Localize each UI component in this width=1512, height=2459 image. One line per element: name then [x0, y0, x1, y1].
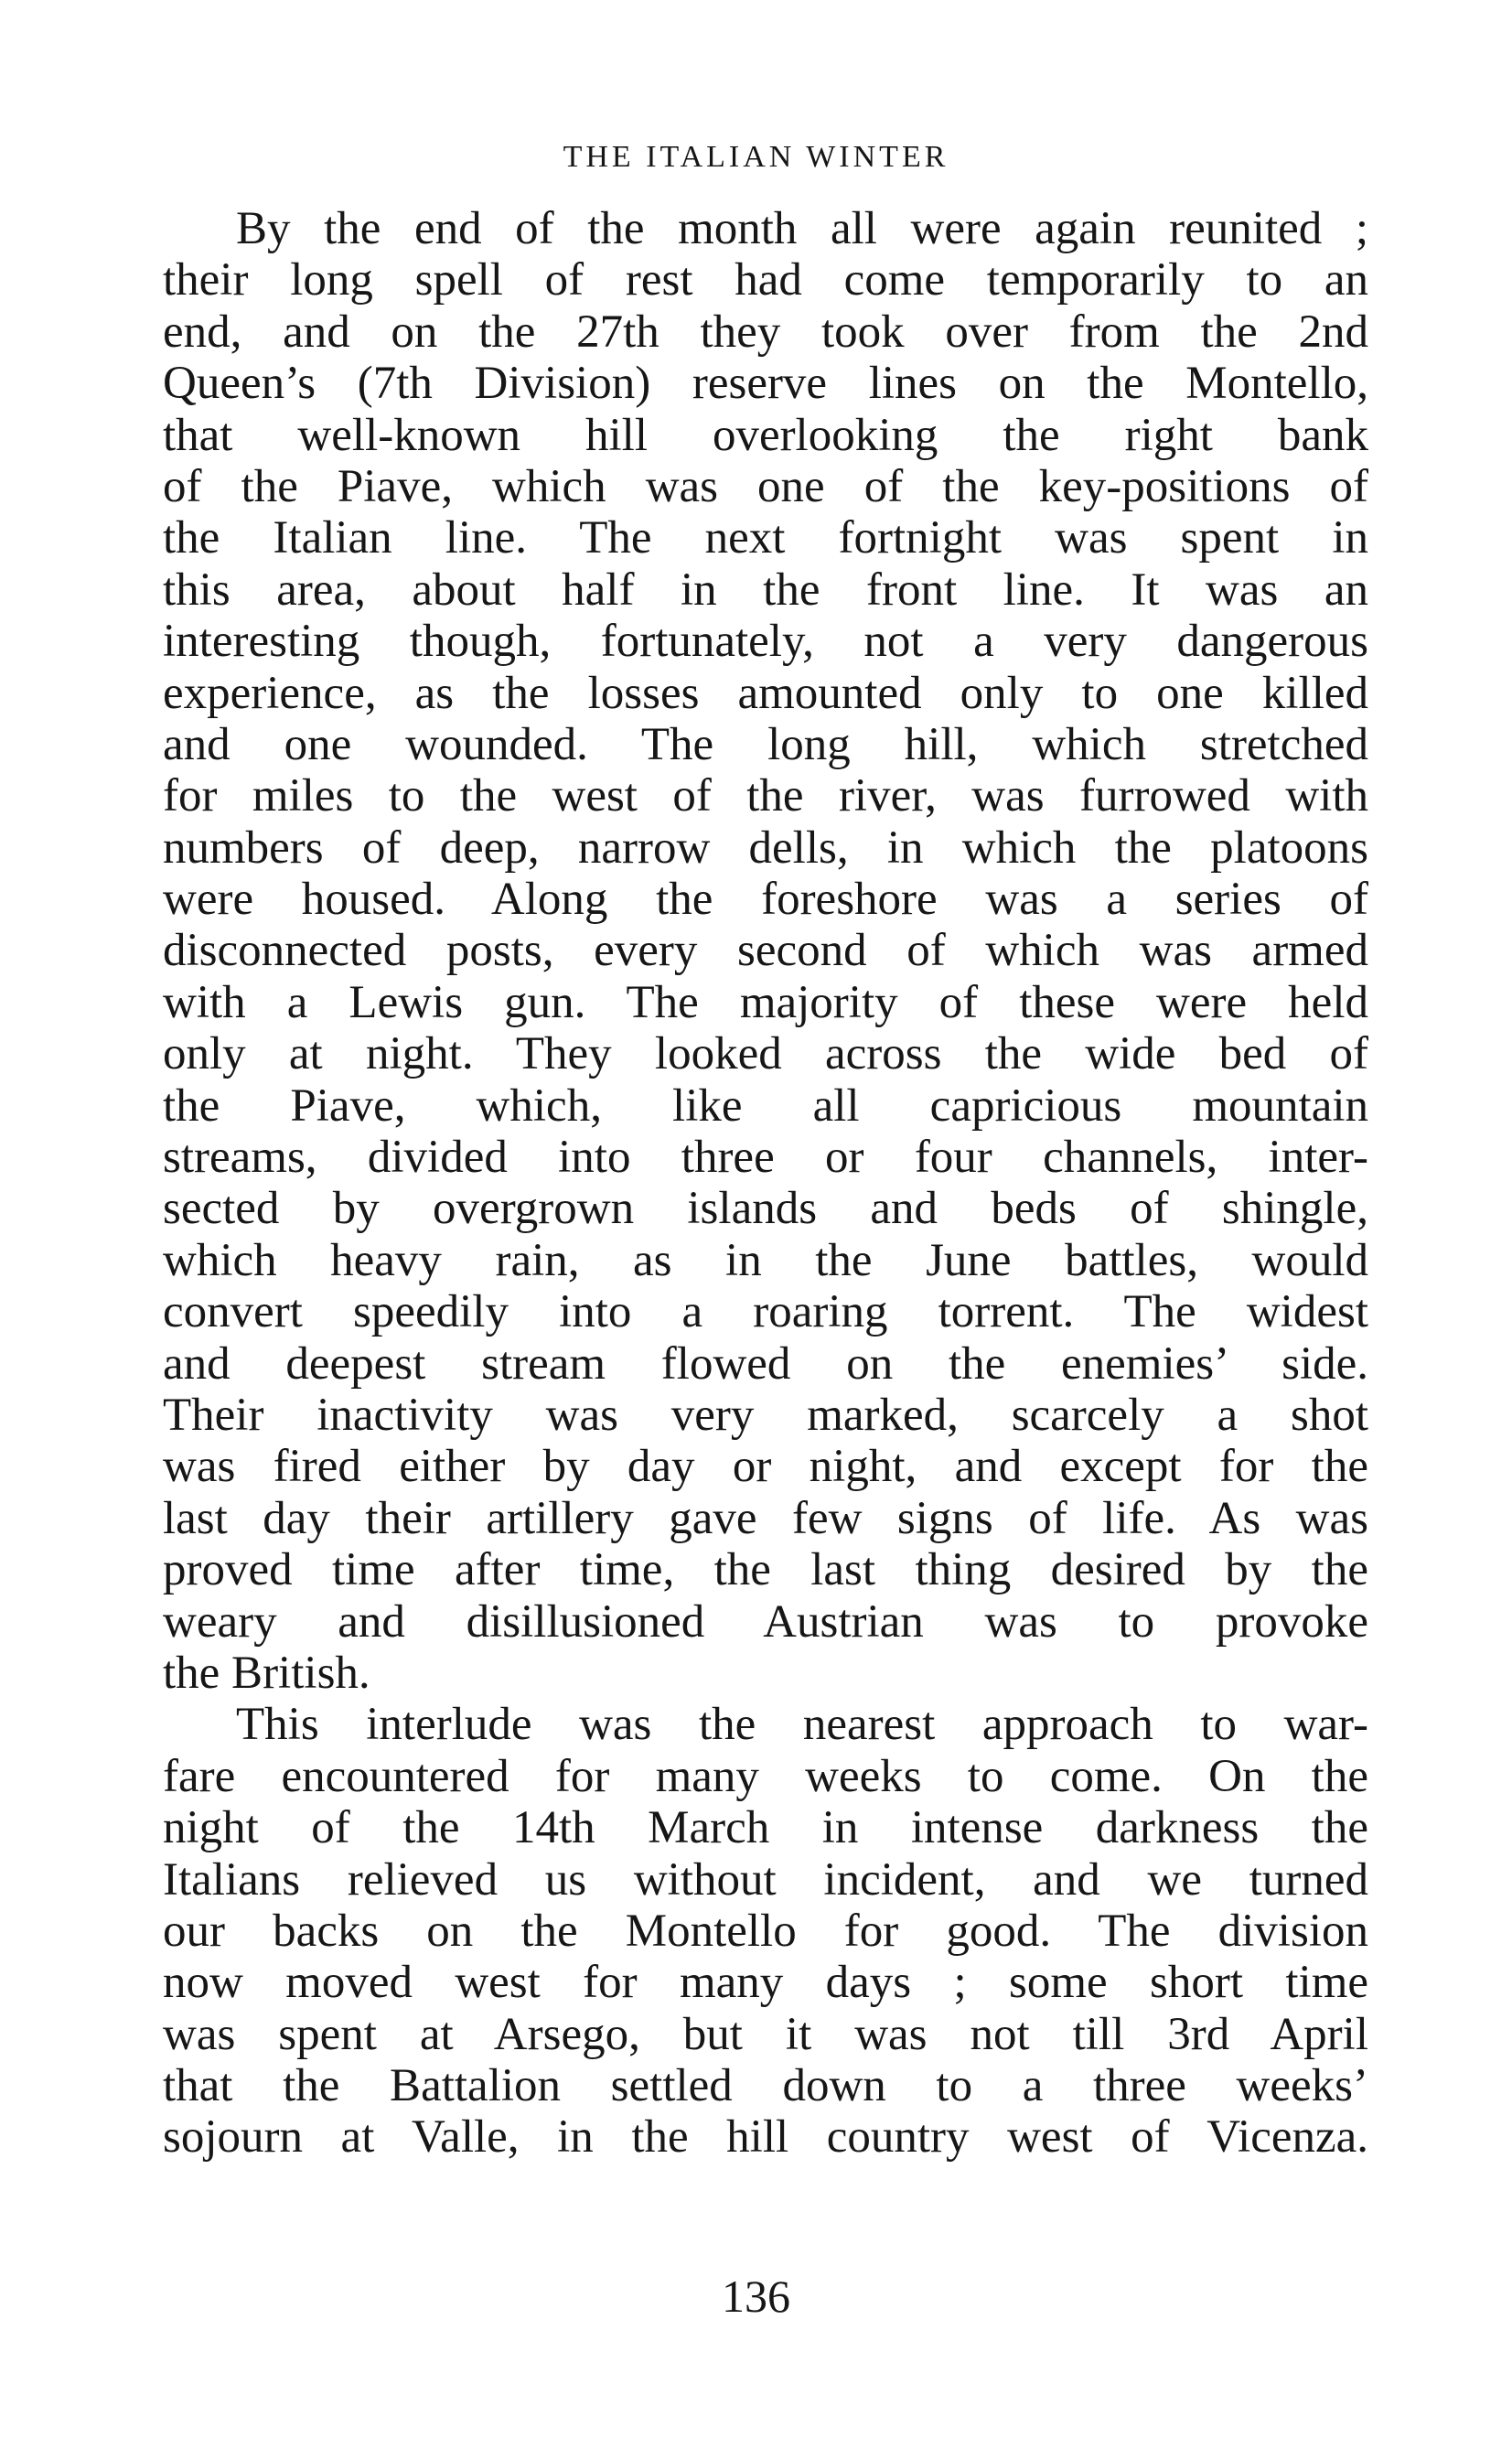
text-line: and deepest stream flowed on the enemies’ side. — [163, 1337, 1368, 1390]
text-line: Italians relieved us without incident, and we turned — [163, 1853, 1368, 1906]
text-line: with a Lewis gun. The majority of these were held — [163, 976, 1368, 1028]
text-line: By the end of the month all were again reunited ; — [236, 203, 1368, 254]
text-line: of the Piave, which was one of the key-positions of — [163, 460, 1368, 512]
text-line: Their inactivity was very marked, scarcely a shot — [163, 1389, 1368, 1441]
text-line: night of the 14th March in intense darkness the — [163, 1802, 1368, 1854]
text-line: interesting though, fortunately, not a very dangerous — [163, 616, 1368, 668]
text-line: their long spell of rest had come temporarily to an — [163, 254, 1368, 306]
text-line: this area, about half in the front line. It was an — [163, 564, 1368, 616]
text-line: sojourn at Valle, in the hill country west of Vicenza. — [163, 2111, 1368, 2164]
text-line: end, and on the 27th they took over from the 2nd — [163, 306, 1368, 358]
text-line: that well-known hill overlooking the right bank — [163, 409, 1368, 461]
text-line: and one wounded. The long hill, which stretched — [163, 718, 1368, 770]
text-line: were housed. Along the foreshore was a series of — [163, 874, 1368, 926]
text-line: proved time after time, the last thing desired by the — [163, 1544, 1368, 1596]
text-line: our backs on the Montello for good. The division — [163, 1905, 1368, 1957]
text-line: was fired either by day or night, and except for the — [163, 1441, 1368, 1493]
text-line: the Piave, which, like all capricious mountain — [163, 1079, 1368, 1132]
text-line: fare encountered for many weeks to come. On the — [163, 1750, 1368, 1802]
body-text — [163, 203, 1368, 2164]
text-line: last day their artillery gave few signs of life. As was — [163, 1492, 1368, 1544]
text-line: disconnected posts, every second of which was armed — [163, 925, 1368, 977]
text-line: Queen’s (7th Division) reserve lines on the Montello, — [163, 358, 1368, 410]
text-line: sected by overgrown islands and beds of shingle, — [163, 1183, 1368, 1235]
text-line: for miles to the west of the river, was furrowed with — [163, 770, 1368, 822]
text-line: convert speedily into a roaring torrent. The widest — [163, 1286, 1368, 1338]
text-line: numbers of deep, narrow dells, in which the platoons — [163, 821, 1368, 874]
text-line: the Italian line. The next fortnight was spent in — [163, 512, 1368, 564]
text-line: that the Battalion settled down to a three weeks’ — [163, 2060, 1368, 2112]
text-line: experience, as the losses amounted only to one killed — [163, 667, 1368, 719]
text-line: streams, divided into three or four channels, inter- — [163, 1132, 1368, 1184]
text-line: now moved west for many days ; some short time — [163, 1957, 1368, 2009]
running-title: THE ITALIAN WINTER — [563, 140, 949, 174]
text-line: which heavy rain, as in the June battles, would — [163, 1234, 1368, 1286]
text-line: the British. — [163, 1647, 370, 1699]
text-line: only at night. They looked across the wide bed of — [163, 1028, 1368, 1080]
page-number: 136 — [722, 2271, 790, 2322]
text-line: was spent at Arsego, but it was not till 3rd April — [163, 2008, 1368, 2060]
text-line: weary and disillusioned Austrian was to provoke — [163, 1595, 1368, 1648]
text-line: This interlude was the nearest approach to war- — [236, 1699, 1368, 1751]
